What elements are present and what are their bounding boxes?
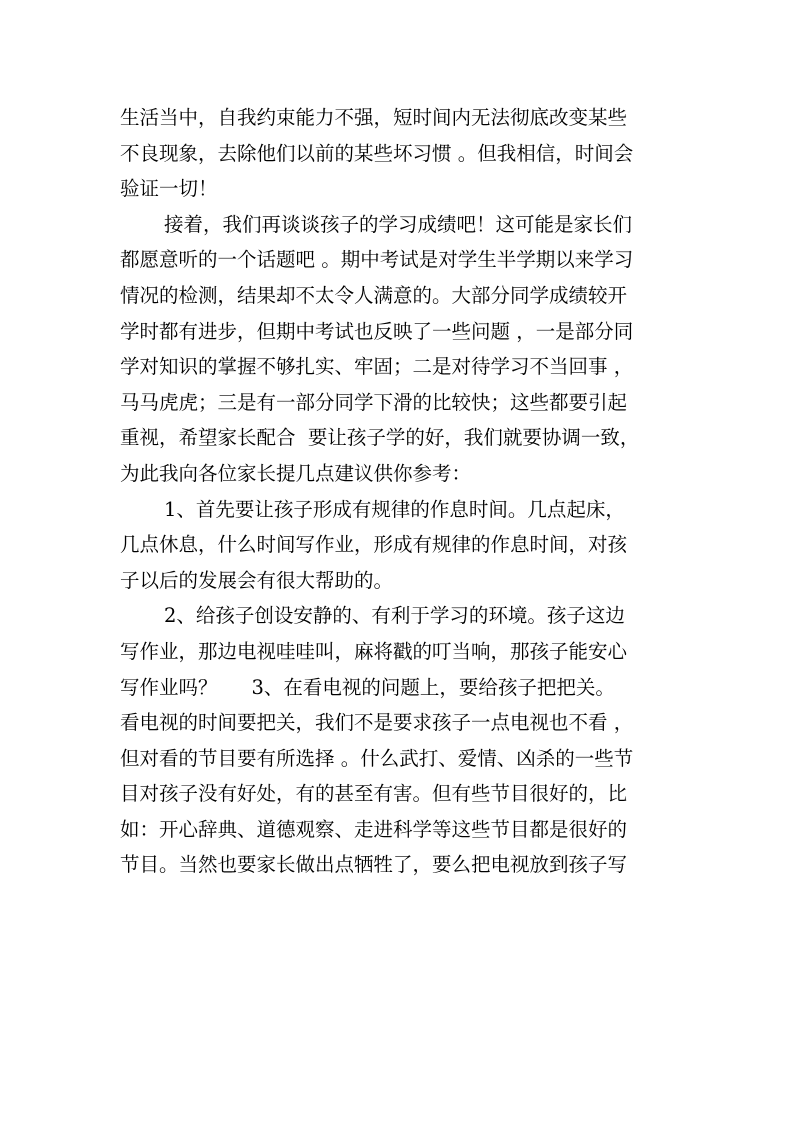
text-line: 看电视的时间要把关，我们不是要求孩子一点电视也不看 ， bbox=[120, 711, 634, 735]
text-line: 马马虎虎；三是有一部分同学下滑的比较快；这些都要引起 bbox=[120, 390, 628, 414]
text-line: 情况的检测，结果却不太令人满意的。大部分同学成绩较开 bbox=[120, 283, 628, 307]
text-line: 写作业，那边电视哇哇叫，麻将戳的叮当响，那孩子能安心 bbox=[120, 639, 628, 663]
text-segment: 3、在看电视的问题上，要给孩子把把关。 bbox=[251, 675, 615, 699]
document-body bbox=[120, 100, 680, 883]
text-line: 都愿意听的一个话题吧 。期中考试是对学生半学期以来学习 bbox=[120, 248, 634, 272]
text-line: 学对知识的掌握不够扎实、牢固；二是对待学习不当回事 ， bbox=[120, 355, 634, 379]
text-line: 学时都有进步，但期中考试也反映了一些问题 ，一是部分同 bbox=[120, 319, 634, 343]
text-line: 1、首先要让孩子形成有规律的作息时间。几点起床， bbox=[164, 497, 625, 521]
text-segment: 写作业吗？ bbox=[120, 675, 218, 699]
text-line: 子以后的发展会有很大帮助的。 bbox=[120, 568, 394, 592]
text-line: 目对孩子没有好处，有的甚至有害。但有些节目很好的，比 bbox=[120, 782, 628, 806]
text-line: 重视，希望家长配合 要让孩子学的好，我们就要协调一致， bbox=[120, 426, 640, 450]
text-line: 几点休息，什么时间写作业，形成有规律的作息时间，对孩 bbox=[120, 533, 628, 557]
text-line: 2、给孩子创设安静的、有利于学习的环境。孩子这边 bbox=[164, 604, 625, 628]
text-line: 节目。当然也要家长做出点牺牲了，要么把电视放到孩子写 bbox=[120, 853, 628, 877]
text-line: 验证一切！ bbox=[120, 177, 218, 201]
text-line: 生活当中，自我约束能力不强，短时间内无法彻底改变某些 bbox=[120, 106, 628, 129]
text-line: 但对看的节目要有所选择 。什么武打、爱情、凶杀的一些节 bbox=[120, 746, 634, 770]
text-line: 不良现象，去除他们以前的某些坏习惯 。但我相信，时间会 bbox=[120, 141, 634, 165]
text-line: 如：开心辞典、道德观察、走进科学等这些节目都是很好的 bbox=[120, 817, 628, 841]
text-line-split bbox=[120, 670, 680, 706]
text-line: 接着，我们再谈谈孩子的学习成绩吧！这可能是家长们 bbox=[164, 212, 633, 236]
text-line: 为此我向各位家长提几点建议供你参考： bbox=[120, 461, 472, 485]
